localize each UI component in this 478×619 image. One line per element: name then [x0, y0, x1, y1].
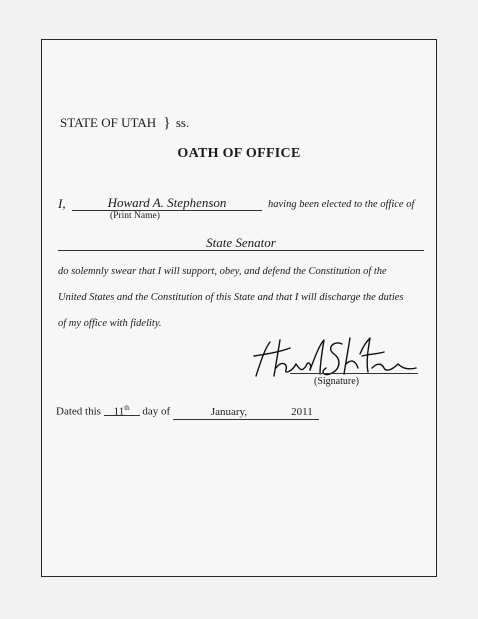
elected-text: having been elected to the office of [268, 199, 415, 210]
oath-pronoun: I, [58, 196, 66, 211]
print-name-label: (Print Name) [110, 211, 160, 221]
oath-body-line-1: do solemnly swear that I will support, obey, and defend the Constitution of the [58, 266, 387, 277]
day-field [104, 402, 140, 416]
month-field [173, 406, 285, 420]
ss-abbrev: ss. [175, 115, 190, 130]
day-of-text: day of [142, 405, 171, 418]
dated-row [56, 402, 319, 420]
date-comma: , [244, 405, 248, 418]
oath-body-line-2: United States and the Constitution of this State and that I will discharge the duties [58, 292, 404, 303]
signature-line [290, 373, 418, 374]
month-value: January [210, 405, 245, 418]
day-value: 11 [113, 405, 125, 418]
signature-label: (Signature) [314, 376, 359, 387]
day-suffix: th [124, 404, 130, 412]
state-name: STATE OF UTAH [60, 115, 157, 130]
year-field: 2011 [285, 406, 319, 420]
oath-name-field: Howard A. Stephenson [72, 195, 262, 211]
oath-body-line-3: of my office with fidelity. [58, 318, 162, 329]
dated-prefix: Dated this [56, 405, 101, 418]
brace-symbol: } [163, 115, 171, 131]
office-field: State Senator [58, 235, 424, 251]
document-title: OATH OF OFFICE [177, 146, 301, 161]
jurisdiction-header [60, 115, 189, 132]
